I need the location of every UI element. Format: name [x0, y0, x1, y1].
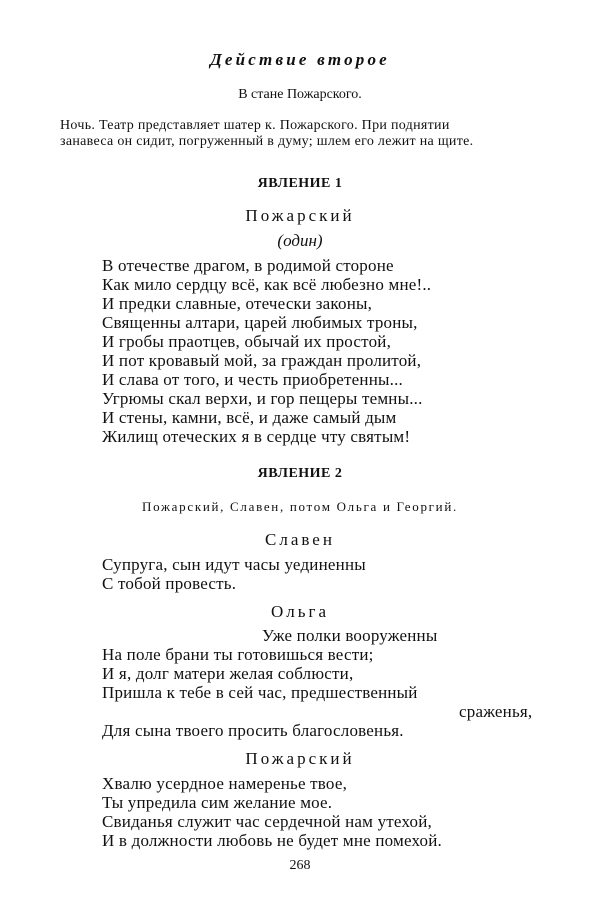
stage-direction-line: занавеса он сидит, погруженный в думу; шлем его лежит на щите.	[60, 134, 474, 149]
verse-line: Супруга, сын идут часы уединенны	[102, 555, 366, 574]
speaker-olga: Ольга	[270, 602, 330, 621]
verse-line: И я, долг матери желая соблюсти,	[102, 664, 354, 683]
scene-2-heading: ЯВЛЕНИЕ 2	[257, 466, 343, 481]
speaker-pozharsky: Пожарский	[245, 749, 355, 768]
act-title: Действие второе	[210, 50, 390, 69]
setting-line: В стане Пожарского.	[238, 87, 362, 102]
stage-direction-line: Ночь. Театр представляет шатер к. Пожарского. При поднятии	[60, 118, 450, 133]
verse-line: И предки славные, отечески законы,	[102, 294, 373, 313]
verse-line: Священны алтари, царей любимых троны,	[102, 313, 418, 332]
verse-line: И в должности любовь не будет мне помехой.	[102, 831, 442, 850]
verse-line: Жилищ отеческих я в сердце чту святым!	[102, 427, 411, 446]
verse-line: Для сына твоего просить благословенья.	[102, 721, 404, 740]
verse-line: Пришла к тебе в сей час, предшественный	[102, 683, 418, 702]
verse-line: Угрюмы скал верхи, и гор пещеры темны...	[102, 389, 423, 408]
verse-line: сраженья,	[459, 702, 533, 721]
scene-1-stage-note: (один)	[277, 231, 323, 250]
scene-1-speaker: Пожарский	[245, 206, 355, 225]
verse-line: Хвалю усердное намеренье твое,	[102, 774, 348, 793]
verse-line: И слава от того, и честь приобретенны...	[102, 370, 403, 389]
page-number: 268	[289, 858, 311, 873]
scene-2-persons: Пожарский, Славен, потом Ольга и Георгий.	[142, 499, 458, 514]
verse-line: И пот кровавый мой, за граждан пролитой,	[102, 351, 422, 370]
verse-line: И гробы праотцев, обычай их простой,	[102, 332, 392, 351]
verse-line: Ты упредила сим желание мое.	[102, 793, 333, 812]
verse-line: Как мило сердцу всё, как всё любезно мне!..	[102, 275, 432, 294]
verse-line: Свиданья служит час сердечной нам утехой,	[102, 812, 432, 831]
verse-line: Уже полки вооруженны	[262, 626, 438, 645]
scene-1-heading: ЯВЛЕНИЕ 1	[257, 176, 343, 191]
verse-line: И стены, камни, всё, и даже самый дым	[102, 408, 397, 427]
verse-line: С тобой провесть.	[102, 574, 237, 593]
speaker-slaven: Славен	[265, 530, 335, 549]
verse-line: На поле брани ты готовишься вести;	[102, 645, 374, 664]
verse-line: В отечестве драгом, в родимой стороне	[102, 256, 394, 275]
